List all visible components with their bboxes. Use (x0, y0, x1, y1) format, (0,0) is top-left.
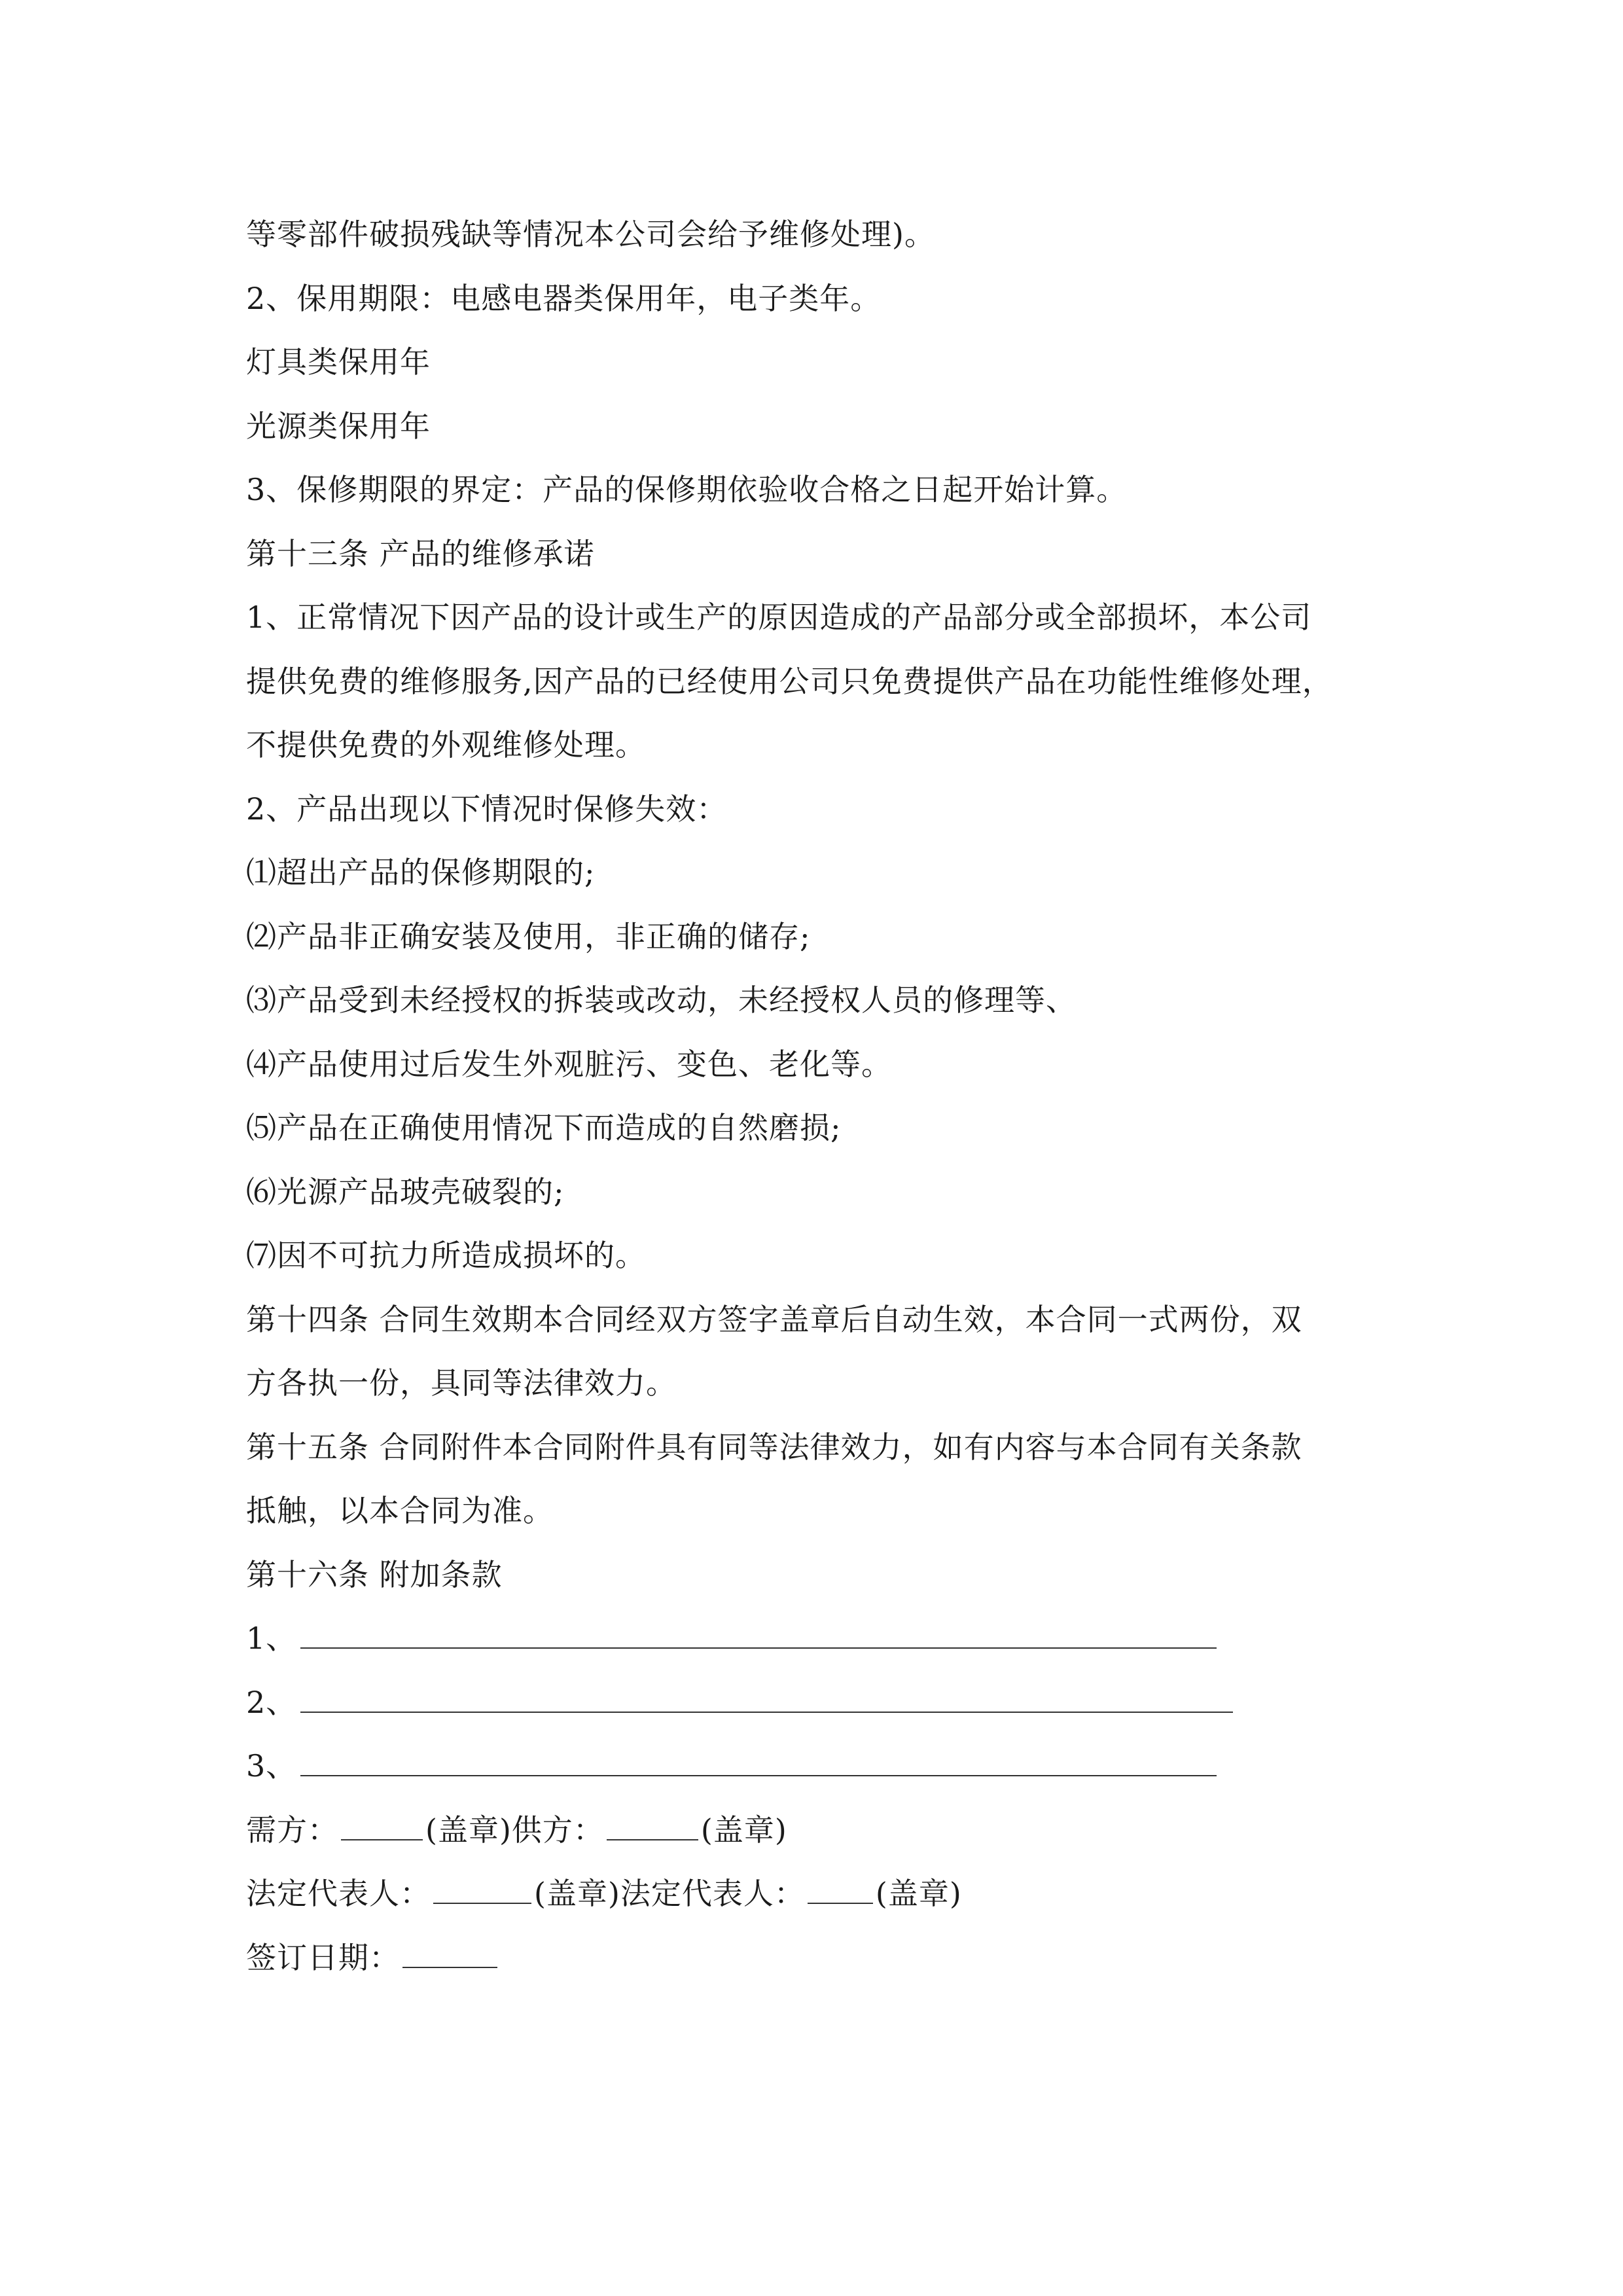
text-line: 2、保用期限：电感电器类保用年，电子类年。 (246, 280, 882, 316)
text-line: 2、产品出现以下情况时保修失效： (246, 791, 728, 827)
text-line: 提供免费的维修服务,因产品的已经使用公司只免费提供产品在功能性维修处理， (246, 663, 1333, 699)
date-blank[interactable] (402, 1934, 497, 1968)
text-line: 灯具类保用年 (246, 344, 431, 380)
text-line: 抵触，以本合同为准。 (246, 1493, 554, 1528)
list-item: ⑺因不可抗力所造成损坏的。 (246, 1238, 646, 1273)
signing-date-line (246, 1926, 1391, 1990)
text-line: 不提供免费的外观维修处理。 (246, 727, 646, 762)
rep2-blank[interactable] (808, 1870, 873, 1904)
article-heading: 第十三条 产品的维修承诺 (246, 535, 595, 571)
text-line: 方各执一份，具同等法律效力。 (246, 1365, 677, 1401)
text-line: 光源类保用年 (246, 408, 431, 444)
text-line: 3、保修期限的界定：产品的保修期依验收合格之日起开始计算。 (246, 472, 1128, 507)
article-heading: 第十六条 附加条款 (246, 1556, 503, 1592)
clause-blank[interactable] (300, 1734, 1217, 1776)
rep2-label: 法定代表人： (620, 1876, 805, 1911)
list-item: ⑷产品使用过后发生外观脏污、变色、老化等。 (246, 1046, 892, 1082)
clause-number: 1、 (246, 1621, 297, 1656)
party-signature-line (246, 1799, 1391, 1863)
list-item: ⑹光源产品玻壳破裂的; (246, 1174, 565, 1210)
list-item: ⑸产品在正确使用情况下而造成的自然磨损; (246, 1110, 842, 1145)
additional-clause-2 (246, 1671, 1391, 1735)
clause-blank[interactable] (300, 1671, 1233, 1713)
demand-blank[interactable] (341, 1806, 423, 1840)
document-body (246, 203, 1391, 1990)
list-item: ⑵产品非正确安装及使用，非正确的储存; (246, 918, 811, 954)
rep1-seal: (盖章) (534, 1876, 620, 1911)
clause-blank[interactable] (300, 1607, 1217, 1649)
clause-number: 3、 (246, 1748, 297, 1784)
text-line: 第十五条 合同附件本合同附件具有同等法律效力，如有内容与本合同有关条款 (246, 1429, 1302, 1465)
date-label: 签订日期： (246, 1939, 400, 1975)
supply-label: 供方： (511, 1812, 604, 1848)
text-line: 等零部件破损残缺等情况本公司会给予维修处理)。 (246, 217, 935, 252)
rep1-blank[interactable] (433, 1870, 531, 1904)
additional-clause-3 (246, 1734, 1391, 1799)
list-item: ⑶产品受到未经授权的拆装或改动，未经授权人员的修理等、 (246, 982, 1077, 1018)
clause-number: 2、 (246, 1684, 297, 1720)
supply-blank[interactable] (607, 1806, 698, 1840)
rep1-label: 法定代表人： (246, 1876, 431, 1911)
supply-seal: (盖章) (700, 1812, 787, 1848)
list-item: ⑴超出产品的保修期限的; (246, 855, 596, 890)
additional-clause-1 (246, 1607, 1391, 1671)
text-line: 1、正常情况下因产品的设计或生产的原因造成的产品部分或全部损坏，本公司 (246, 600, 1312, 635)
demand-label: 需方： (246, 1812, 338, 1848)
rep2-seal: (盖章) (875, 1876, 962, 1911)
demand-seal: (盖章) (425, 1812, 512, 1848)
representative-signature-line (246, 1862, 1391, 1926)
text-line: 第十四条 合同生效期本合同经双方签字盖章后自动生效，本合同一式两份，双 (246, 1301, 1302, 1337)
